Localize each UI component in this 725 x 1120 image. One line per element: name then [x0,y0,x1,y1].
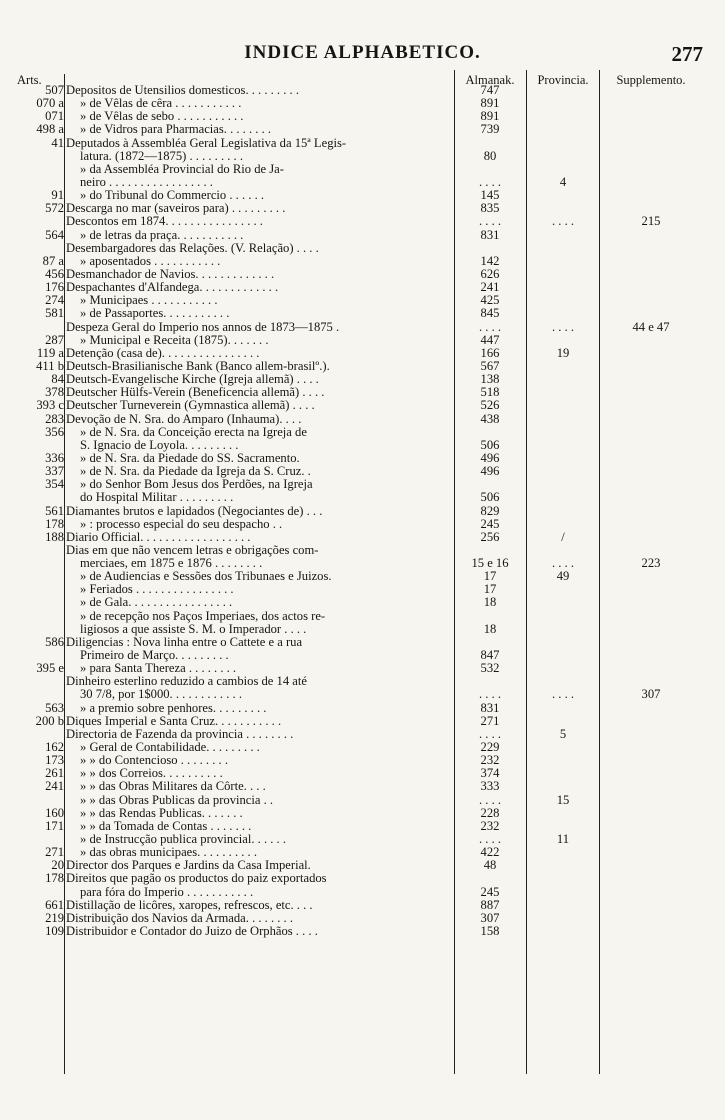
entry-art-number: 581 [45,306,64,321]
index-entry [0,255,725,268]
column-header-supplemento: Supplemento. [616,73,686,87]
entry-art-number: 91 [51,188,64,203]
entry-art-number: 178 [45,871,64,886]
entry-text: Depositos de Utensilios domesticos. . . . . . . . . [66,84,299,97]
entry-almanak-page: 256 [480,529,500,544]
entry-almanak-page: 887 [480,897,500,912]
index-entry [0,137,725,150]
entry-art-number: 356 [45,424,64,439]
entry-text: merciaes, em 1875 e 1876 . . . . . . . . [80,557,263,571]
entry-almanak-page: 307 [480,910,500,925]
entry-art-number: 178 [45,516,64,531]
entry-almanak-page: 891 [480,109,500,124]
entry-text: » de Vidros para Pharmacias. . . . . . . . [80,123,272,137]
entry-almanak-page: 532 [480,661,500,676]
index-entry [0,202,725,215]
entry-art-number: 507 [45,83,64,97]
entry-text: Primeiro de Março. . . . . . . . . [80,649,229,663]
entry-text: S. Ignacio de Loyola. . . . . . . . . [80,438,239,452]
index-entry [0,439,725,452]
index-entry [0,294,725,307]
index-entry [0,833,725,846]
entry-text: » » dos Correios. . . . . . . . . . [80,767,223,781]
entry-art-number: 271 [45,845,64,860]
index-entry [0,334,725,347]
entry-text: » de N. Sra. da Conceição erecta na Igreja de [80,425,307,439]
entry-almanak-page: 17 [483,582,497,597]
entry-supplemento-page: 215 [641,214,661,229]
index-entry [0,465,725,478]
entry-almanak-page: 891 [480,96,500,111]
entry-text: Diamantes brutos e lapidados (Negociantes de) . . . [66,504,323,518]
entry-almanak-page: 747 [480,83,500,97]
entry-almanak-page: 739 [480,122,500,137]
entry-text: » » da Tomada de Contas . . . . . . . [80,819,252,833]
entry-provincia-page: 5 [559,726,567,741]
entry-almanak-page: 232 [480,753,500,768]
index-entry [0,97,725,110]
entry-art-number: 564 [45,227,64,242]
entry-text: » do Senhor Bom Jesus dos Perdões, na Igreja [80,478,313,492]
index-entry [0,531,725,544]
entry-art-number: 661 [45,897,64,912]
entry-almanak-page: 447 [480,332,500,347]
entry-almanak-page: . . . . [478,792,502,807]
entry-almanak-page: . . . . [478,726,502,741]
entry-text: latura. (1872—1875) . . . . . . . . . [80,149,243,163]
entry-text: » de recepção nos Paços Imperiaes, dos actos re- [80,609,326,623]
entry-text: Descarga no mar (saveiros para) . . . . . . . . . [66,202,286,216]
entry-text: » de Vêlas de cêra . . . . . . . . . . . [80,97,242,111]
entry-text: Detenção (casa de). . . . . . . . . . . . . . . . [66,346,260,360]
entry-almanak-page: 229 [480,740,500,755]
entry-almanak-page: 831 [480,700,500,715]
index-entry [0,807,725,820]
entry-art-number: 200 b [35,713,64,728]
index-entry [0,912,725,925]
entry-text: Deutscher Turneverein (Gymnastica allemã) . . . . [66,399,315,413]
entry-almanak-page: . . . . [478,174,502,189]
index-entry [0,413,725,426]
entry-art-number: 411 b [36,358,64,373]
index-entry [0,741,725,754]
entry-almanak-page: 271 [480,713,500,728]
index-entry [0,596,725,609]
entry-text: » de Passaportes. . . . . . . . . . . [80,307,230,321]
entry-text: Deutsch-Brasilianische Bank (Banco allem-brasilº.). [66,359,330,373]
entry-art-number: 378 [45,385,64,400]
entry-text: » de N. Sra. da Piedade do SS. Sacramento. [80,451,300,465]
column-header-arts: Arts. [17,73,42,87]
entry-almanak-page: . . . . [478,319,502,334]
entry-text: » Feriados . . . . . . . . . . . . . . . . [80,583,234,597]
index-entry [0,189,725,202]
entry-almanak-page: 496 [480,450,500,465]
index-entry [0,557,725,570]
index-entry [0,347,725,360]
index-entry [0,163,725,176]
entry-text: » Municipaes . . . . . . . . . . . [80,294,218,308]
entry-almanak-page: 17 [483,569,497,584]
entry-text: » da Assembléa Provincial do Rio de Ja- [80,162,284,176]
index-entry [0,662,725,675]
entry-almanak-page: 245 [480,516,500,531]
index-entry [0,702,725,715]
entry-almanak-page: 18 [483,621,497,636]
index-entry [0,452,725,465]
entry-almanak-page: 847 [480,648,500,663]
entry-almanak-page: . . . . [478,687,502,702]
entry-art-number: 287 [45,332,64,347]
index-entries [0,84,725,938]
entry-art-number: 173 [45,753,64,768]
index-entry [0,859,725,872]
index-entry [0,426,725,439]
index-entry [0,780,725,793]
entry-almanak-page: 145 [480,188,500,203]
entry-text: Despachantes d'Alfandega. . . . . . . . . . . . . [66,281,279,295]
entry-almanak-page: 425 [480,293,500,308]
column-header-provincia: Provincia. [537,73,589,87]
entry-almanak-page: 228 [480,805,500,820]
entry-art-number: 41 [51,135,64,150]
entry-provincia-page: 4 [559,174,567,189]
index-entry [0,360,725,373]
entry-text: Directoria de Fazenda da provincia . . . . . . . . [66,727,294,741]
index-entry [0,715,725,728]
entry-provincia-page: 49 [556,569,570,584]
entry-text: Deutsch-Evangelische Kirche (Igreja allemã) . . . . [66,373,319,387]
entry-almanak-page: 48 [483,858,497,873]
index-entry [0,925,725,938]
column-header-almanak: Almanak. [465,73,515,87]
entry-text: » de Vêlas de sebo . . . . . . . . . . . [80,110,244,124]
index-entry [0,110,725,123]
index-entry [0,872,725,885]
entry-almanak-page: . . . . [478,832,502,847]
entry-art-number: 563 [45,700,64,715]
entry-text: » de N. Sra. da Piedade da Igreja da S. Cruz. . [80,465,311,479]
index-entry [0,478,725,491]
entry-provincia-page: 15 [556,792,570,807]
entry-text: Diario Official. . . . . . . . . . . . . . . . . . [66,530,251,544]
entry-almanak-page: 835 [480,201,500,216]
index-entry [0,84,725,97]
entry-text: Distribuição dos Navios da Armada. . . . . . . . [66,911,294,925]
entry-text: ligiosos a que assiste S. M. o Imperador . . . . [80,622,307,636]
entry-almanak-page: 518 [480,385,500,400]
index-entry [0,386,725,399]
index-entry [0,610,725,623]
entry-art-number: 354 [45,477,64,492]
index-entry [0,767,725,780]
index-entry [0,583,725,596]
page-number: 277 [671,42,703,66]
entry-provincia-page: . . . . [551,319,575,334]
entry-art-number: 498 a [36,122,64,137]
entry-supplemento-page: 307 [641,687,661,702]
entry-supplemento-page: 44 e 47 [632,319,670,334]
entry-almanak-page: 232 [480,818,500,833]
index-entry [0,886,725,899]
entry-text: Direitos que pagão os productos do paiz exportados [66,872,327,886]
entry-text: Despeza Geral do Imperio nos annos de 1873—1875 . [66,320,340,334]
entry-supplemento-page: 223 [641,556,661,571]
entry-art-number: 241 [45,779,64,794]
index-entry [0,150,725,163]
entry-text: » do Tribunal do Commercio . . . . . . [80,189,265,203]
entry-art-number: 171 [45,818,64,833]
entry-almanak-page: 15 e 16 [471,556,509,571]
index-entry [0,636,725,649]
entry-almanak-page: 374 [480,766,500,781]
index-entry [0,544,725,557]
entry-almanak-page: 142 [480,253,500,268]
entry-almanak-page: 245 [480,884,500,899]
index-entry [0,281,725,294]
entry-almanak-page: 333 [480,779,500,794]
index-entry [0,505,725,518]
entry-art-number: 109 [45,924,64,938]
entry-text: Desmanchador de Navios. . . . . . . . . . . . . [66,267,275,281]
entry-almanak-page: 567 [480,358,500,373]
index-entry [0,242,725,255]
entry-text: » » das Obras Publicas da provincia . . [80,793,274,807]
entry-text: » de Audiencias e Sessões dos Tribunaes e Juizos. [80,570,332,584]
entry-art-number: 395 e [36,661,64,676]
entry-text: » das obras municipaes. . . . . . . . . . [80,846,257,860]
entry-text: para fóra do Imperio . . . . . . . . . . . [80,885,254,899]
index-entry [0,623,725,636]
entry-text: Dinheiro esterlino reduzido a cambios de 14 até [66,675,307,689]
entry-art-number: 393 c [36,398,64,413]
entry-text: Diques Imperial e Santa Cruz. . . . . . . . . . . [66,714,282,728]
entry-almanak-page: . . . . [478,214,502,229]
entry-almanak-page: 831 [480,227,500,242]
entry-almanak-page: 138 [480,372,500,387]
index-entry [0,123,725,136]
index-entry [0,491,725,504]
entry-art-number: 572 [45,201,64,216]
entry-text: Deputados à Assembléa Geral Legislativa da 15ª Legis- [66,136,347,150]
entry-text: 30 7/8, por 1$000. . . . . . . . . . . . [80,688,242,702]
entry-text: » aposentados . . . . . . . . . . . [80,254,221,268]
entry-almanak-page: 80 [483,148,497,163]
entry-text: neiro . . . . . . . . . . . . . . . . . [80,175,213,189]
entry-text: Director dos Parques e Jardins da Casa Imperial. [66,859,311,873]
entry-art-number: 87 a [42,253,64,268]
index-entry [0,570,725,583]
entry-art-number: 336 [45,450,64,465]
entry-art-number: 274 [45,293,64,308]
entry-art-number: 561 [45,503,64,518]
entry-art-number: 20 [51,858,64,873]
index-entry [0,215,725,228]
entry-text: Distillação de licôres, xaropes, refrescos, etc. . . . [66,898,313,912]
entry-almanak-page: 506 [480,437,500,452]
entry-art-number: 456 [45,266,64,281]
index-entry [0,373,725,386]
entry-almanak-page: 829 [480,503,500,518]
index-entry [0,820,725,833]
entry-text: » para Santa Thereza . . . . . . . . [80,662,237,676]
entry-art-number: 188 [45,529,64,544]
entry-almanak-page: 241 [480,280,500,295]
entry-provincia-page: . . . . [551,214,575,229]
entry-provincia-page: . . . . [551,556,575,571]
index-entry [0,675,725,688]
entry-provincia-page: 11 [556,832,570,847]
entry-art-number: 071 [45,109,64,124]
entry-text: Dias em que não vencem letras e obrigações com- [66,543,319,557]
index-entry [0,846,725,859]
entry-art-number: 219 [45,910,64,925]
entry-art-number: 337 [45,464,64,479]
entry-art-number: 160 [45,805,64,820]
entry-text: Desembargadores das Relações. (V. Relação) . . . . [66,241,319,255]
entry-provincia-page: 19 [556,345,570,360]
entry-art-number: 84 [51,372,64,387]
index-entry [0,518,725,531]
entry-text: » de Gala. . . . . . . . . . . . . . . . . [80,596,233,610]
entry-text: » de Instrucção publica provincial. . . . . . [80,833,286,847]
entry-almanak-page: 438 [480,411,500,426]
entry-almanak-page: 526 [480,398,500,413]
entry-provincia-page: . . . . [551,687,575,702]
entry-text: » » do Contencioso . . . . . . . . [80,754,228,768]
entry-text: Descontos em 1874. . . . . . . . . . . . . . . . [66,215,263,229]
entry-almanak-page: 422 [480,845,500,860]
index-entry [0,268,725,281]
entry-art-number: 119 a [36,345,64,360]
entry-text: » » das Rendas Publicas. . . . . . . [80,806,243,820]
entry-text: Distribuidor e Contador do Juizo de Orphãos . . . . [66,925,318,938]
entry-text: » de letras da praça. . . . . . . . . . . [80,228,244,242]
entry-text: Deutscher Hülfs-Verein (Beneficencia allemã) . . . . [66,386,325,400]
entry-almanak-page: 506 [480,490,500,505]
entry-art-number: 261 [45,766,64,781]
index-entry [0,794,725,807]
index-entry [0,649,725,662]
index-entry [0,399,725,412]
index-entry [0,307,725,320]
entry-text: » : processo especial do seu despacho . . [80,517,283,531]
entry-art-number: 586 [45,634,64,649]
entry-almanak-page: 496 [480,464,500,479]
entry-text: Devoção de N. Sra. do Amparo (Inhauma). . . . [66,412,302,426]
entry-text: » » das Obras Militares da Côrte. . . . [80,780,266,794]
index-entry [0,176,725,189]
page-title: INDICE ALPHABETICO. [244,42,481,63]
entry-text: Diligencias : Nova linha entre o Cattete e a rua [66,635,303,649]
entry-almanak-page: 18 [483,595,497,610]
entry-almanak-page: 158 [480,924,500,938]
entry-provincia-page: / [561,529,565,544]
entry-text: » Municipal e Receita (1875). . . . . . . [80,333,269,347]
index-entry [0,229,725,242]
entry-text: » a premio sobre penhores. . . . . . . . . [80,701,267,715]
entry-text: » Geral de Contabilidade. . . . . . . . . [80,741,260,755]
index-entry [0,321,725,334]
entry-almanak-page: 166 [480,345,500,360]
entry-almanak-page: 626 [480,266,500,281]
entry-art-number: 070 a [36,96,64,111]
index-entry [0,754,725,767]
entry-almanak-page: 845 [480,306,500,321]
entry-art-number: 176 [45,280,64,295]
entry-art-number: 162 [45,740,64,755]
entry-text: do Hospital Militar . . . . . . . . . [80,491,234,505]
entry-art-number: 283 [45,411,64,426]
index-entry [0,728,725,741]
index-entry [0,899,725,912]
index-entry [0,688,725,701]
